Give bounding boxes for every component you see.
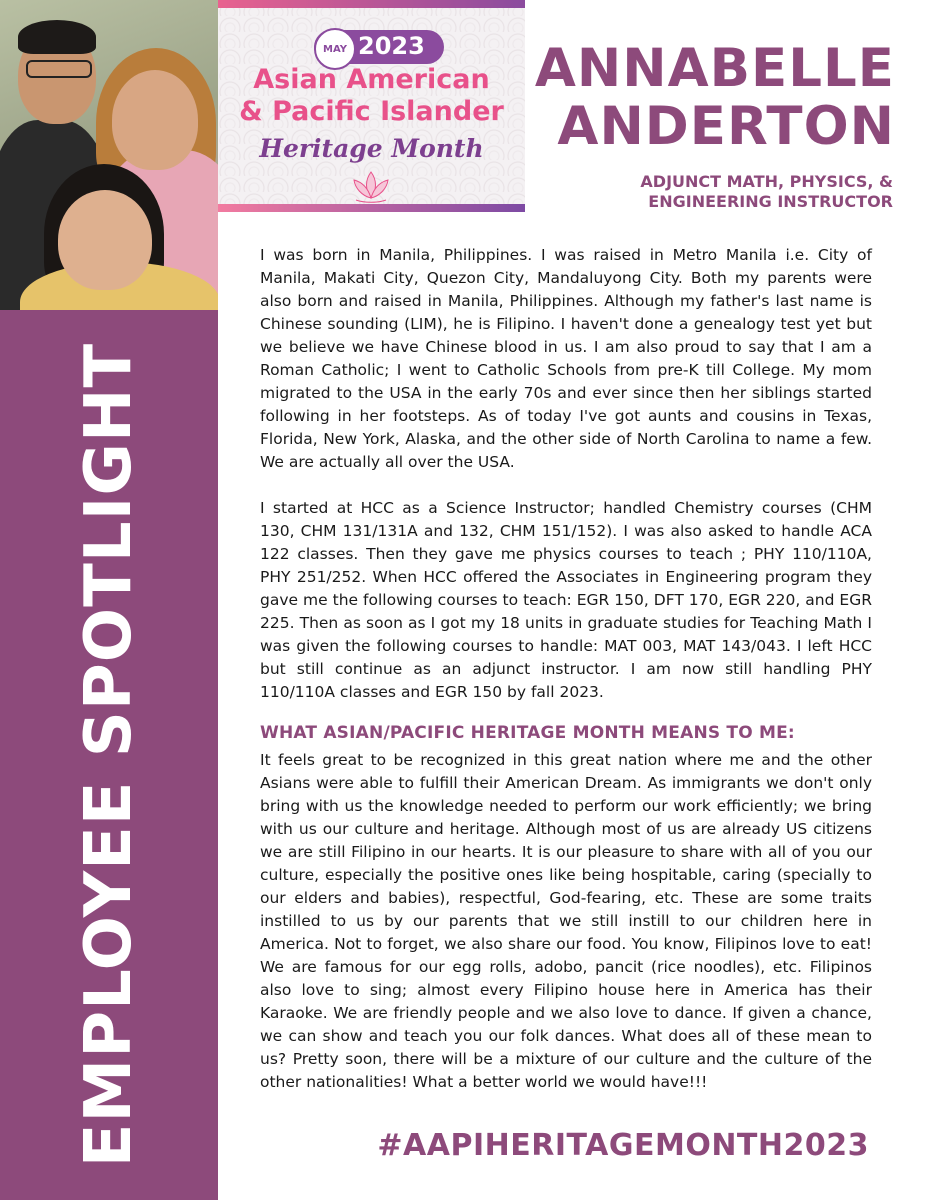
- badge-bottom-bar: [218, 204, 525, 212]
- heritage-month-badge: [218, 0, 525, 212]
- paragraph-heritage: It feels great to be recognized in this great nation where me and the other Asians were able to fulfill their American Dream. As immigrants we don't only bring with us the knowledge needed to perform our work efficiently; we bring with us our culture and heritage. Although most of us are already US citizens we are still Filipino in our hearts. It is our pleasure to share with all of you our culture, especially the positive ones like being hospitable, caring (specially to our elders and babies), respectful, God-fearing, etc. These are some traits instilled to us by our parents that we still instill to our children here in America. Not to forget, we also share our food. You know, Filipinos love to eat! We are famous for our egg rolls, adobo, pancit (rice noodles), etc. Filipinos also love to sing; almost every Filipino house here in America has their Karaoke. We are friendly people and we also love to dance. If given a chance, we can show and teach you our folk dances. What does all of these mean to us? Pretty soon, there will be a mixture of our culture and the culture of the other nationalities! What a better world we would have!!!: [260, 751, 872, 1091]
- section-heading: WHAT ASIAN/PACIFIC HERITAGE MONTH MEANS TO ME:: [260, 723, 795, 743]
- hashtag: #AAPIHERITAGEMONTH2023: [377, 1128, 869, 1163]
- badge-line-2: & Pacific Islander: [239, 96, 504, 127]
- badge-top-bar: [218, 0, 525, 8]
- badge-line-3: Heritage Month: [259, 134, 484, 163]
- role-line-1: ADJUNCT MATH, PHYSICS, &: [640, 172, 893, 191]
- sidebar-banner: [0, 310, 218, 1200]
- badge-year: 2023: [358, 32, 425, 60]
- employee-role: [640, 172, 893, 212]
- paragraph-career: I started at HCC as a Science Instructor; handled Chemistry courses (CHM 130, CHM 131/131A and 132, CHM 151/152). I was also asked to handle ACA 122 classes. Then they gave me physics courses to teach ; PHY 110/110A, PHY 251/252. When HCC offered the Associates in Engineering program they gave me the following courses to teach: EGR 150, DFT 170, EGR 220, and EGR 225. Then as soon as I got my 18 units in graduate studies for Teaching Math I was given the following courses to handle: MAT 003, MAT 143/043. I left HCC but still continue as an adjunct instructor. I am now still handling PHY 110/110A classes and EGR 150 by fall 2023.: [260, 499, 872, 701]
- badge-line-1: Asian American: [253, 64, 490, 95]
- last-name: ANDERTON: [557, 96, 895, 157]
- first-name: ANNABELLE: [534, 38, 895, 99]
- month-circle: MAY: [314, 28, 356, 70]
- sidebar-title: EMPLOYEE SPOTLIGHT: [72, 342, 146, 1168]
- paragraph-background: I was born in Manila, Philippines. I was raised in Metro Manila i.e. City of Manila, Makati City, Quezon City, Mandaluyong City. Both my parents were also born and raised in Manila, Philippines. Although my father's last name is Chinese sounding (LIM), he is Filipino. I haven't done a genealogy test yet but we believe we have Chinese blood in us. I am also proud to say that I am a Roman Catholic; I went to Catholic Schools from pre-K till College. My mom migrated to the USA in the early 70s and ever since then her siblings started following in her footsteps. As of today I've got aunts and cousins in Texas, Florida, New York, Alaska, and the other side of North Carolina to name a few. We are actually all over the USA.: [260, 246, 872, 471]
- role-line-2: ENGINEERING INSTRUCTOR: [648, 192, 893, 211]
- family-photo: [0, 0, 218, 310]
- lotus-icon: [346, 168, 396, 204]
- employee-name: [535, 40, 895, 156]
- article-body: [260, 244, 872, 1094]
